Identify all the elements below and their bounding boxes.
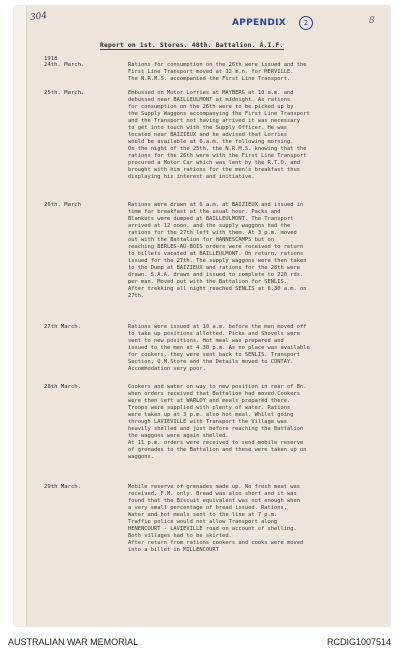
- footer-record-id: RCDIG1007514: [326, 637, 391, 647]
- entry-line: Rations were issued at 10 a.m. before the men moved off: [128, 324, 307, 330]
- entry-line: located near BAIZIEUX and he advised that Lorries: [128, 132, 288, 138]
- entry-line: brought with him rations for the men's breakfast thus: [128, 167, 301, 173]
- entry-body: [128, 90, 376, 181]
- entry-line: The N.R.M.S. accompanied the First Line Transport.: [128, 76, 291, 82]
- entry-line: the Supply Waggons accompanying the First Line Transport: [128, 111, 310, 117]
- appendix-stamp: APPENDIX: [232, 18, 286, 28]
- entry-date: 26th. March: [44, 202, 82, 208]
- entry-line: would be available at 6.a.m. the following morning.: [128, 139, 294, 145]
- entry-line: to get into touch with the Supply Officer. He was: [128, 125, 288, 131]
- entry-line: Rations were drawn at 6 a.m. at BAIZIEUX and issued in: [128, 202, 304, 208]
- entry-date: 28th March.: [44, 384, 82, 390]
- entry-line: per man. Moved out with the Battalion for SENLIS.: [128, 279, 288, 285]
- entry-line: Traffic police would not allow Transport along: [128, 519, 278, 525]
- entry-line: rations for the 27th left with them. At 3 p.m. moved: [128, 230, 297, 236]
- entry-date: 25th. March.: [44, 90, 85, 96]
- entry-line: a very small percentage of bread issued. Rations,: [128, 505, 288, 511]
- entry-line: Section, Q.M.Store and the Details moved to CONTAY.: [128, 359, 294, 365]
- entry-line: Blankets were dumped at BAILLEULMONT. The Transport: [128, 216, 294, 222]
- entry-date: 27th March.: [44, 324, 82, 330]
- entry-line: into a billet in MILLENCOURT: [128, 547, 219, 553]
- document-page: [14, 6, 390, 626]
- entry-line: rations for the 26th were with the First Line Transport: [128, 153, 307, 159]
- entry-body: [128, 324, 376, 373]
- entry-line: of grenades to the Battalion and these were taken up on: [128, 447, 307, 453]
- entry-line: reaching BERLES-AU-BOIS orders were received to return: [128, 244, 304, 250]
- entry-line: to billets vacated at BAILLEULMONT. On return, rations: [128, 251, 304, 257]
- entry-line: Water and hot meals sent to the line at 7 p.m.: [128, 512, 278, 518]
- entry-line: 27th.: [128, 293, 145, 299]
- entry-line: Troops were supplied with plenty of water. Rations: [128, 405, 291, 411]
- entry-line: for consumption on the 26th were to be picked up by: [128, 104, 294, 110]
- entry-line: waggons.: [128, 454, 154, 460]
- binding-strip: [14, 6, 27, 626]
- entry-line: and the Transport not having arrived it was necessary: [128, 118, 301, 124]
- report-heading: Report on 1st. Stores. 48th. Battalion. A.I.F.: [100, 42, 284, 49]
- entry-line: At 11 p.m. orders were received to send mobile reserve: [128, 440, 304, 446]
- page-number: 8: [369, 16, 375, 26]
- entry-line: issued to the men at 4.30 p.m. As no place was available: [128, 345, 310, 351]
- entry-line: were then left at WARLOY and meals prepared there.: [128, 398, 291, 404]
- entry-date: 29th March.: [44, 484, 82, 490]
- entry-line: received, F.M. only. Bread was also short and it was: [128, 491, 297, 497]
- entry-line: issued for the 27th. The supply waggons were then taken: [128, 258, 307, 264]
- entry-line: were taken up at 3 p.m. also hot meal. Whilst going: [128, 412, 294, 418]
- entry-line: out with the Battalion for HANNESCAMPS but on: [128, 237, 275, 243]
- entry-line: Cookers and water on way to new position in rear of Bn.: [128, 384, 307, 390]
- entry-line: when orders received that Battalion had moved.Cookers: [128, 391, 301, 397]
- entry-date: 24th. March.: [44, 62, 85, 68]
- footer-institution: AUSTRALIAN WAR MEMORIAL: [8, 637, 139, 647]
- entry-line: sent to new positions. Hot meal was prepared and: [128, 338, 284, 344]
- entry-line: After trekking all night reached SENLIS at 6.30 a.m. on: [128, 286, 307, 292]
- entry-line: Both villages had to be skirted.: [128, 533, 232, 539]
- entry-line: arrived at 12 noon, and the supply waggons had the: [128, 223, 291, 229]
- entry-body: [128, 384, 376, 461]
- entry-line: the waggons were again shelled.: [128, 433, 229, 439]
- entry-body: [128, 202, 376, 300]
- entry-line: First Line Transport moved at 12 m.n. for MERVILLE.: [128, 69, 294, 75]
- entry-line: to take up positions allotted. Picks and Shovels were: [128, 331, 301, 337]
- entry-line: debussed near BAILLEULMONT at midnight. As rations: [128, 97, 291, 103]
- entry-line: procured a Motor Car which was lent by the R.T.O. and: [128, 160, 301, 166]
- report-year: 1918: [44, 56, 58, 62]
- entry-line: through LAVIEVILLE with Transport the Village was: [128, 419, 288, 425]
- entry-body: [128, 484, 376, 554]
- entry-line: On the night of the 25th, the N.R.M.S. knowing that the: [128, 146, 307, 152]
- entry-line: displaying his interest and initiative.: [128, 174, 255, 180]
- entry-line: heavily shelled and just before reaching the Battalion: [128, 426, 304, 432]
- entry-line: Mobile reserve of grenades made up. No fresh meat was: [128, 484, 301, 490]
- handwritten-doc-number: 304: [29, 10, 48, 24]
- entry-line: for cookers, they were sent back to SENLIS. Transport: [128, 352, 301, 358]
- entry-line: HENENCOURT - LAVIEVILLE road on account of shelling.: [128, 526, 297, 532]
- entry-line: drawn. S.A.A. drawn and issued to complete to 220 rds.: [128, 272, 304, 278]
- entry-body: [128, 62, 376, 83]
- entry-line: found that the Biscuit equivalent was not enough when: [128, 498, 301, 504]
- entry-line: Rations for consumption on the 26th were issued and the: [128, 62, 307, 68]
- entry-line: Embussed on Motor Lorries at MAYBERG at 10 a.m. and: [128, 90, 294, 96]
- footer-bar: [0, 632, 401, 654]
- entry-line: to the Dump at BAIZIEUX and rations for the 28th were: [128, 265, 301, 271]
- appendix-number: 2: [299, 16, 313, 30]
- entry-line: time for breakfast at the usual hour. Packs and: [128, 209, 281, 215]
- entry-line: Accommodation very poor.: [128, 366, 206, 372]
- entry-line: After return from rations cookers and cooks were moved: [128, 540, 304, 546]
